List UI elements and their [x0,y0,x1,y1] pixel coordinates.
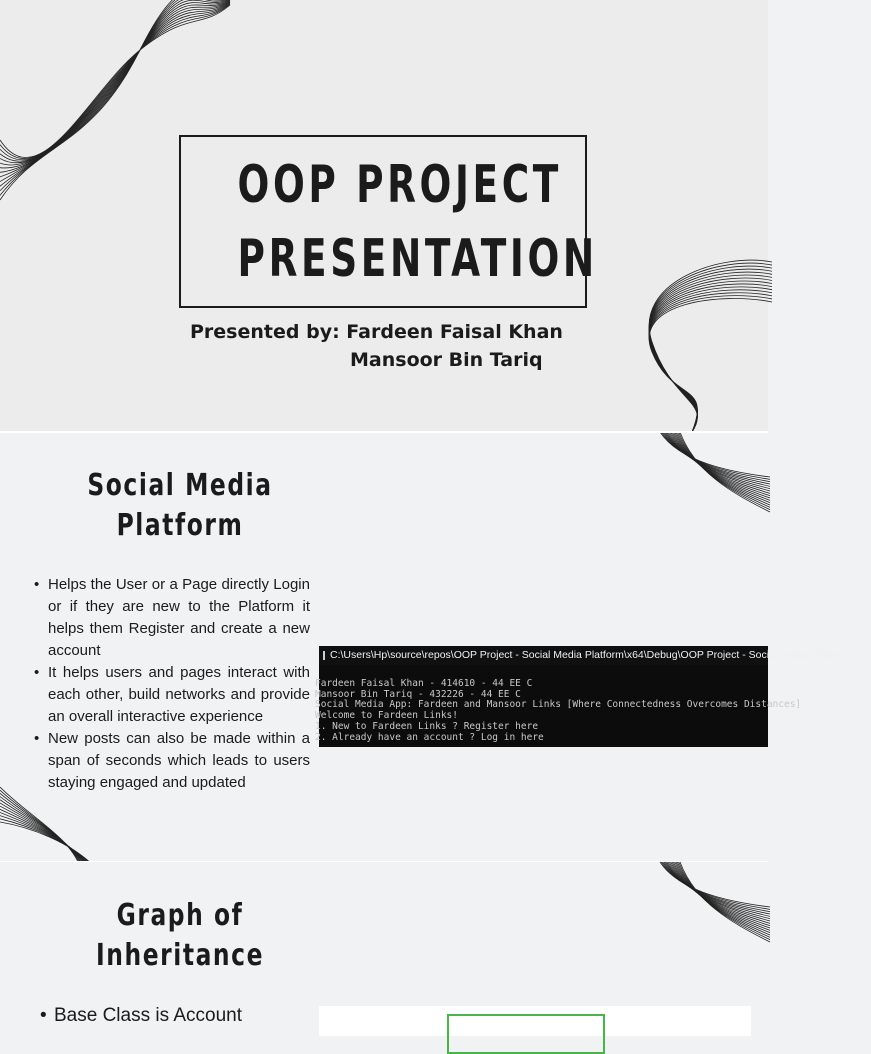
wave-line [680,432,770,512]
console-line: Social Media App: Fardeen and Mansoor Links [Where Connectedness Overcomes Distances] [315,699,802,711]
section-heading-line-2: Inheritance [96,938,264,973]
section-heading-line-1: Graph of [116,898,244,933]
inheritance-list [40,1004,310,1028]
wave-line [649,296,772,432]
inheritance-item: • Base Class is Account [40,1004,310,1028]
wave-line [649,260,772,432]
wave-line [671,432,770,496]
wave-line [679,862,770,940]
presenter-second-name: Mansoor Bin Tariq [350,349,543,371]
console-line: Mansoor Bin Tariq - 432226 - 44 EE C [315,688,521,700]
section-heading-line-2: Platform [116,508,244,543]
wave-line [673,862,770,930]
console-line: 1. New to Fardeen Links ? Register here [315,720,539,732]
wave-line [649,299,772,432]
wave-line [0,803,87,867]
wave-line [672,862,770,928]
console-window-title: C:\Users\Hp\source\repos\OOP Project - Social Media Platform\x64\Debug\OOP Project - Social Media Platform.exe [330,649,871,661]
wave-line [649,293,772,432]
presenter-names: Presented by: Fardeen Faisal Khan [190,321,563,343]
wave-line [669,432,770,493]
wave-line [672,432,770,498]
console-line: 2. Already have an account ? Log in here [315,731,544,743]
title-box [179,135,598,308]
wave-line [680,862,770,942]
title-line-2: PRESENTATION [237,229,598,289]
title-slide [0,0,768,432]
section-heading [63,466,297,546]
wave-line [675,862,770,933]
wave-line [649,290,772,432]
wave-group-r [649,260,772,432]
title-line-1: OOP PROJECT [237,155,562,215]
wave-group-tr [660,432,770,512]
wave-line [649,266,772,432]
wave-line-art-bottom-left [0,787,110,867]
wave-line [669,862,770,923]
slide-divider [0,431,768,433]
wave-line [679,432,770,510]
feature-list [34,574,310,794]
wave-line-art-top-right-2 [650,862,770,952]
wave-group-bl [0,787,95,867]
console-screenshot [315,646,871,747]
console-app-icon [323,651,325,660]
diagram-class-box [447,1014,605,1054]
feature-item: • It helps users and pages interact with each other, build networks and provide an overall interactive experience [34,662,310,728]
wave-line-art-top-right [650,432,770,522]
console-output [315,665,802,765]
wave-line [675,432,770,503]
wave-line [671,862,770,926]
wave-group-tr2 [660,862,770,942]
inheritance-slide [0,862,768,1024]
console-line: Fardeen Faisal Khan - 414610 - 44 EE C [315,677,533,689]
wave-line [673,432,770,500]
wave-line-art-right [632,252,772,432]
section-heading-line-1: Social Media [87,468,273,503]
wave-line [0,787,80,867]
wave-line [649,287,772,432]
section-heading [63,896,297,976]
feature-item: • New posts can also be made within a span of seconds which leads to users staying engaged and updated [34,728,310,794]
wave-line [649,281,772,432]
console-title-bar [319,646,871,665]
inheritance-diagram [319,1006,751,1036]
feature-item: • Helps the User or a Page directly Login or if they are new to the Platform it helps them Register and create a new account [34,574,310,662]
console-line: Welcome to Fardeen Links! [315,710,458,722]
